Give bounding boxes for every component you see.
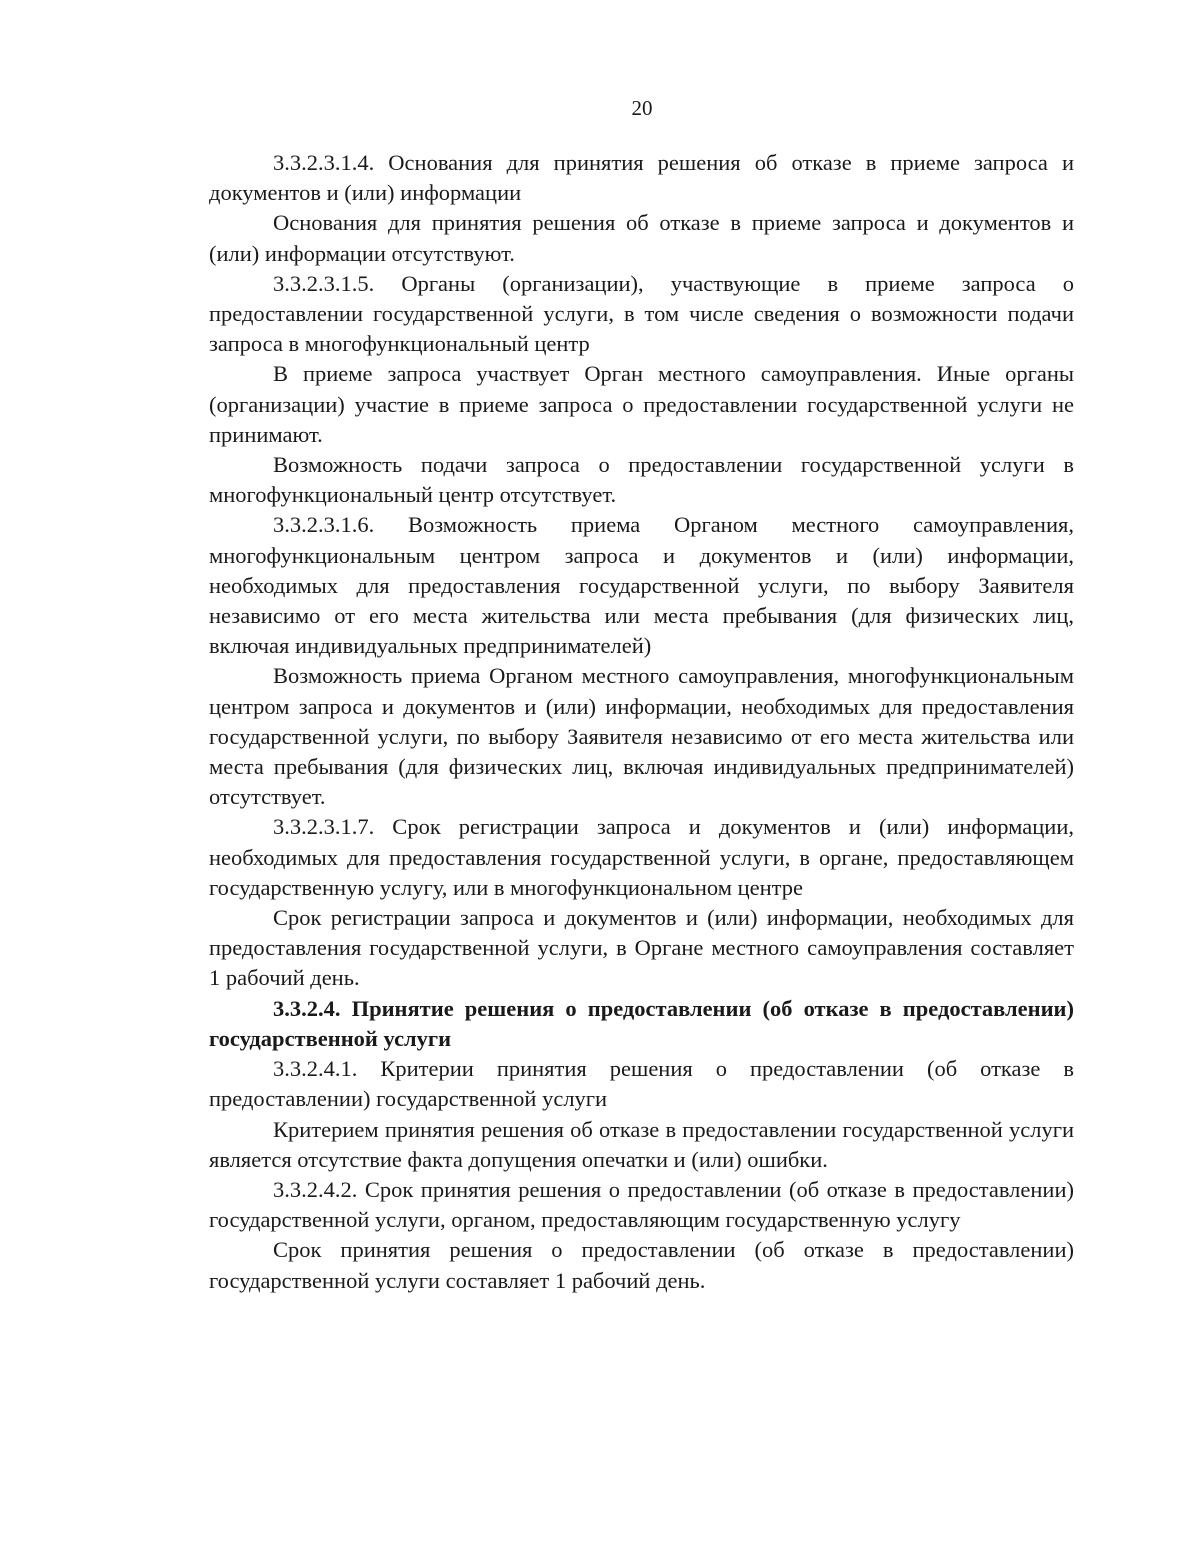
- paragraph-mfc-submission: Возможность подачи запроса о предоставлении государственной услуги в многофункциональный центр отсутствует.: [209, 452, 1074, 508]
- paragraph-extraterritorial-absent: Возможность приема Органом местного самоуправления, многофункциональным центром запроса и документов и (или) информации, необходимых для предоставления государственной услуги, по выбору Заявителя независимо от его места жительства или места пребывания (для физических лиц, включая индивидуальных предпринимателей) отсутствует.: [209, 663, 1074, 810]
- paragraph-3-3-2-3-1-6-heading: 3.3.2.3.1.6. Возможность приема Органом местного самоуправления, многофункциональным центром запроса и документов и (или) информации, необходимых для предоставления государственной услуги, по выбору Заявителя независимо от его места жительства или места пребывания (для физических лиц, включая индивидуальных предпринимателей): [209, 512, 1074, 659]
- paragraph-grounds-absent: Основания для принятия решения об отказе в приеме запроса и документов и (или) информации отсутствуют.: [209, 210, 1074, 266]
- paragraph-3-3-2-4-2-heading: 3.3.2.4.2. Срок принятия решения о предоставлении (об отказе в предоставлении) государственной услуги, органом, предоставляющим государственную услугу: [209, 1176, 1074, 1233]
- paragraph-3-3-2-3-1-4-heading: 3.3.2.3.1.4. Основания для принятия решения об отказе в приеме запроса и документов и (или) информации: [209, 150, 1074, 206]
- paragraph-refusal-criterion: Критерием принятия решения об отказе в предоставлении государственной услуги является отсутствие факта допущения опечатки и (или) ошибки.: [209, 1116, 1074, 1172]
- paragraph-participating-bodies: В приеме запроса участвует Орган местного самоуправления. Иные органы (организации) участие в приеме запроса о предоставлении государственной услуги не принимают.: [209, 361, 1074, 447]
- paragraph-decision-term: Срок принятия решения о предоставлении (об отказе в предоставлении) государственной услуги составляет 1 рабочий день.: [209, 1237, 1074, 1293]
- paragraph-3-3-2-3-1-5-heading: 3.3.2.3.1.5. Органы (организации), участвующие в приеме запроса о предоставлении государственной услуги, в том числе сведения о возможности подачи запроса в многофункциональный центр: [209, 270, 1074, 357]
- paragraph-3-3-2-4-1-heading: 3.3.2.4.1. Критерии принятия решения о предоставлении (об отказе в предоставлении) государственной услуги: [209, 1056, 1074, 1112]
- document-body: [209, 148, 1074, 1296]
- paragraph-3-3-2-3-1-7-heading: 3.3.2.3.1.7. Срок регистрации запроса и документов и (или) информации, необходимых для предоставления государственной услуги, в органе, предоставляющем государственную услугу, или в многофункциональном центре: [209, 814, 1074, 900]
- section-3-3-2-4-heading: 3.3.2.4. Принятие решения о предоставлении (об отказе в предоставлении) государственной услуги: [209, 995, 1074, 1051]
- paragraph-registration-term: Срок регистрации запроса и документов и (или) информации, необходимых для предоставления государственной услуги, в Органе местного самоуправления составляет 1 рабочий день.: [209, 905, 1074, 991]
- page-number: 20: [631, 96, 653, 120]
